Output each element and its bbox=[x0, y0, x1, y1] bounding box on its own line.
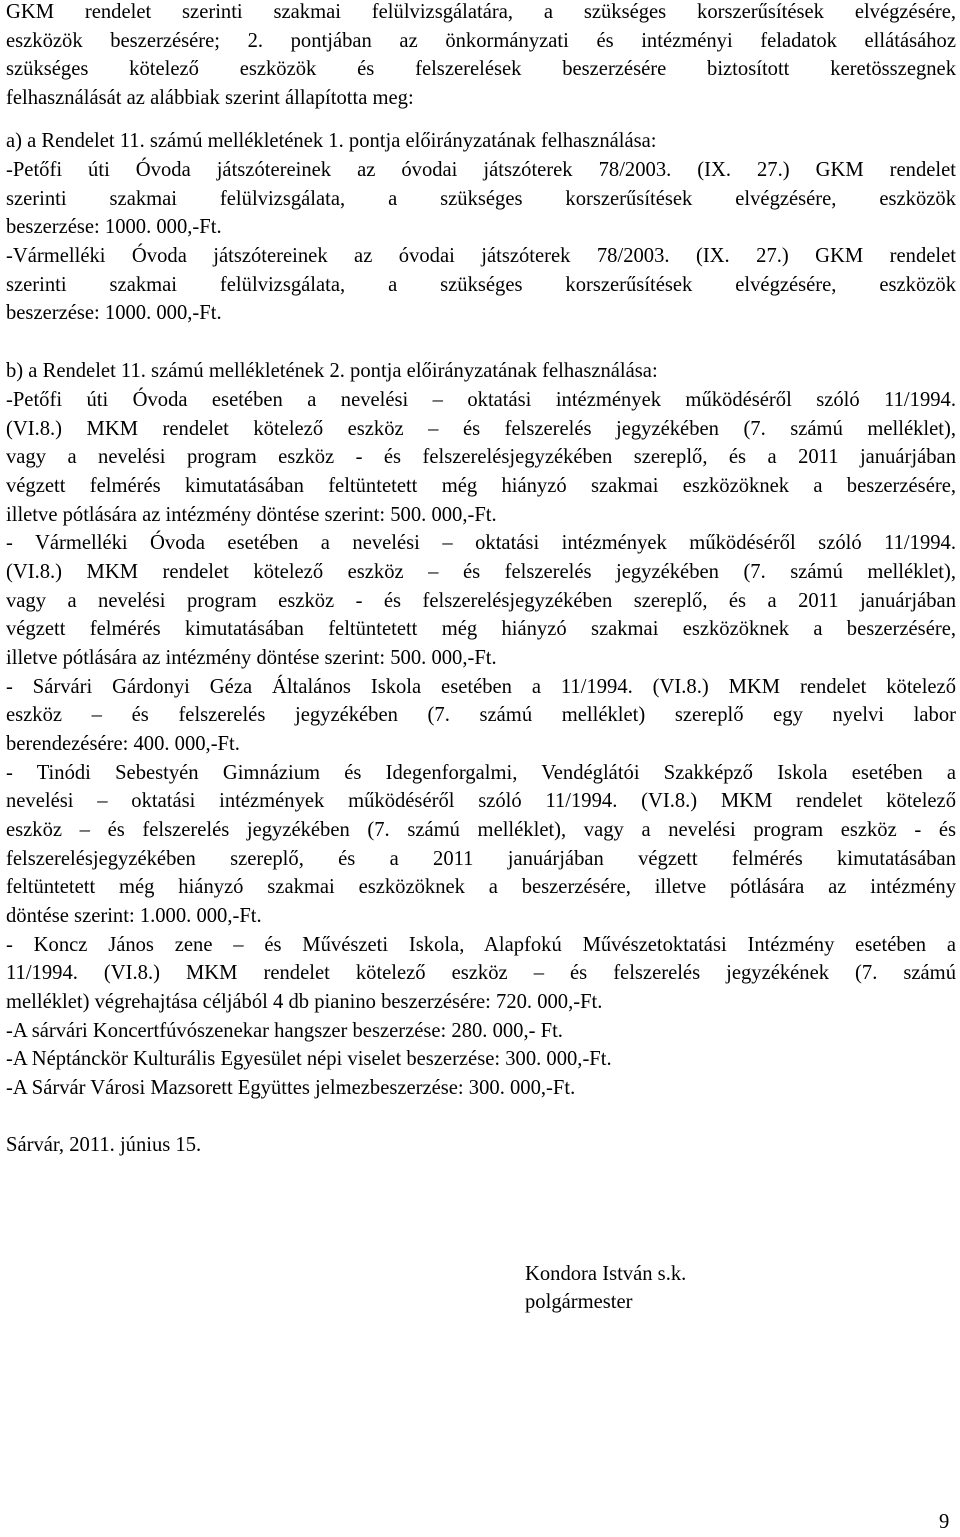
section-heading: b) a Rendelet 11. számú mellékletének 2. pontja előirányzatának felhasználása: bbox=[6, 360, 658, 382]
text-line: eszköz – és felszerelés jegyzékében (7. számú melléklet), vagy a nevelési program eszköz - és bbox=[6, 819, 956, 841]
text-line: végzett felmérés kimutatásában feltüntetett még hiányzó szakmai eszközöknek a beszerzésére, bbox=[6, 618, 956, 640]
text-line: -A Sárvár Városi Mazsorett Együttes jelmezbeszerzése: 300. 000,-Ft. bbox=[6, 1077, 576, 1099]
text-line: -A sárvári Koncertfúvószenekar hangszer beszerzése: 280. 000,- Ft. bbox=[6, 1020, 563, 1042]
text-line: feltüntetett még hiányzó szakmai eszközöknek a beszerzésére, illetve pótlására az intézmény bbox=[6, 876, 956, 898]
text-line: - Sárvári Gárdonyi Géza Általános Iskola esetében a 11/1994. (VI.8.) MKM rendelet kötelező bbox=[6, 676, 956, 698]
text-line: illetve pótlására az intézmény döntése szerint: 500. 000,-Ft. bbox=[6, 647, 497, 669]
text-line: beszerzése: 1000. 000,-Ft. bbox=[6, 216, 222, 238]
text-line: (VI.8.) MKM rendelet kötelező eszköz – és felszerelés jegyzékében (7. számú melléklet), bbox=[6, 418, 956, 440]
page-number: 9 bbox=[939, 1511, 950, 1533]
text-line: 11/1994. (VI.8.) MKM rendelet kötelező eszköz – és felszerelés jegyzékének (7. számú bbox=[6, 962, 956, 984]
text-line: beszerzése: 1000. 000,-Ft. bbox=[6, 302, 222, 324]
text-line: melléklet) végrehajtása céljából 4 db pianino beszerzésére: 720. 000,-Ft. bbox=[6, 991, 603, 1013]
text-line: (VI.8.) MKM rendelet kötelező eszköz – és felszerelés jegyzékében (7. számú melléklet), bbox=[6, 561, 956, 583]
text-line: végzett felmérés kimutatásában feltüntetett még hiányzó szakmai eszközöknek a beszerzésére, bbox=[6, 475, 956, 497]
text-line: szükséges kötelező eszközök és felszerelések beszerzésére biztosított keretösszegnek bbox=[6, 58, 956, 80]
text-line: vagy a nevelési program eszköz - és felszerelésjegyzékében szereplő, és a 2011 januárjában bbox=[6, 446, 956, 468]
text-line: GKM rendelet szerinti szakmai felülvizsgálatára, a szükséges korszerűsítések elvégzésére, bbox=[6, 1, 956, 23]
text-line: -Petőfi úti Óvoda játszótereinek az óvodai játszóterek 78/2003. (IX. 27.) GKM rendelet bbox=[6, 159, 956, 181]
text-line: - Tinódi Sebestyén Gimnázium és Idegenforgalmi, Vendéglátói Szakképző Iskola esetében a bbox=[6, 762, 956, 784]
text-line: szerinti szakmai felülvizsgálata, a szükséges korszerűsítések elvégzésére, eszközök bbox=[6, 188, 956, 210]
text-line: szerinti szakmai felülvizsgálata, a szükséges korszerűsítések elvégzésére, eszközök bbox=[6, 274, 956, 296]
text-line: felszerelésjegyzékében szereplő, és a 2011 januárjában végzett felmérés kimutatásában bbox=[6, 848, 956, 870]
text-line: -Petőfi úti Óvoda esetében a nevelési – oktatási intézmények működéséről szóló 11/1994. bbox=[6, 389, 956, 411]
text-line: -A Néptánckör Kulturális Egyesület népi viselet beszerzése: 300. 000,-Ft. bbox=[6, 1048, 612, 1070]
signer-name: Kondora István s.k. bbox=[525, 1263, 687, 1285]
text-line: eszközök beszerzésére; 2. pontjában az önkormányzati és intézményi feladatok ellátásához bbox=[6, 30, 956, 52]
place-date: Sárvár, 2011. június 15. bbox=[6, 1134, 202, 1156]
text-line: berendezésére: 400. 000,-Ft. bbox=[6, 733, 240, 755]
text-line: felhasználását az alábbiak szerint állapította meg: bbox=[6, 87, 414, 109]
text-line: illetve pótlására az intézmény döntése szerint: 500. 000,-Ft. bbox=[6, 504, 497, 526]
text-line: eszköz – és felszerelés jegyzékében (7. számú melléklet) szereplő egy nyelvi labor bbox=[6, 704, 956, 726]
text-line: nevelési – oktatási intézmények működéséről szóló 11/1994. (VI.8.) MKM rendelet kötelező bbox=[6, 790, 956, 812]
text-line: -Vármelléki Óvoda játszótereinek az óvodai játszóterek 78/2003. (IX. 27.) GKM rendelet bbox=[6, 245, 956, 267]
signer-title: polgármester bbox=[525, 1291, 633, 1313]
text-line: vagy a nevelési program eszköz - és felszerelésjegyzékében szereplő, és a 2011 januárjában bbox=[6, 590, 956, 612]
text-line: - Vármelléki Óvoda esetében a nevelési – oktatási intézmények működéséről szóló 11/1994. bbox=[6, 532, 956, 554]
text-line: döntése szerint: 1.000. 000,-Ft. bbox=[6, 905, 262, 927]
section-heading: a) a Rendelet 11. számú mellékletének 1. pontja előirányzatának felhasználása: bbox=[6, 130, 657, 152]
text-line: - Koncz János zene – és Művészeti Iskola, Alapfokú Művészetoktatási Intézmény esetében a bbox=[6, 934, 956, 956]
